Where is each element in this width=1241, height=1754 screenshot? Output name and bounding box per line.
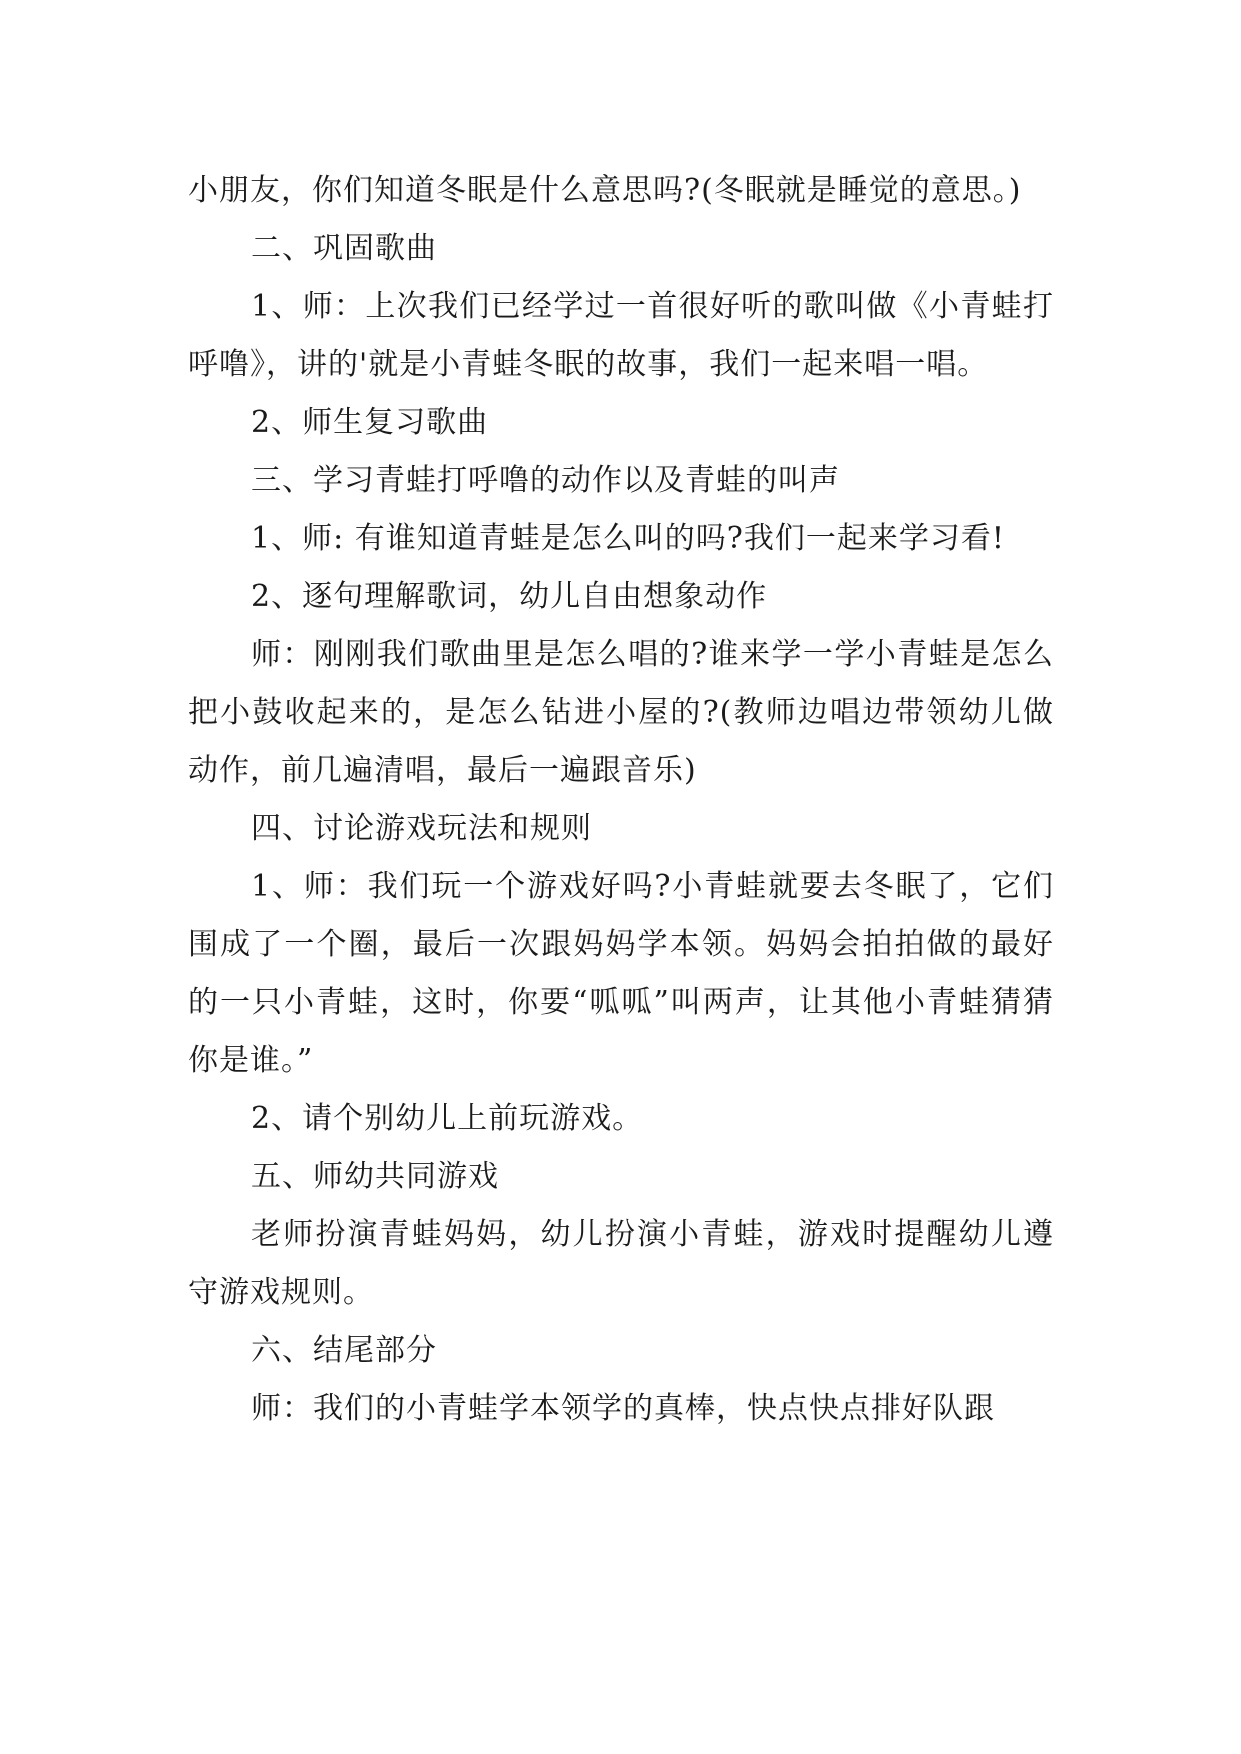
heading-section-3: 三、学习青蛙打呼噜的动作以及青蛙的叫声 [251, 463, 840, 498]
paragraph-intro-question: 小朋友，你们知道冬眠是什么意思吗?(冬眠就是睡觉的意思。) [188, 173, 1022, 208]
paragraph-section-2-step-2: 2、师生复习歌曲 [251, 405, 489, 440]
document-page [188, 162, 1054, 1438]
paragraph-section-4-step-1: 1、师：我们玩一个游戏好吗?小青蛙就要去冬眠了，它们围成了一个圈，最后一次跟妈妈学本领。妈妈会拍拍做的最好的一只小青蛙，这时，你要“呱呱”叫两声，让其他小青蛙猜猜你是谁。” [188, 869, 1054, 1078]
heading-section-4: 四、讨论游戏玩法和规则 [251, 811, 592, 846]
heading-section-5: 五、师幼共同游戏 [251, 1159, 499, 1194]
paragraph-section-3-teacher: 师：刚刚我们歌曲里是怎么唱的?谁来学一学小青蛙是怎么把小鼓收起来的，是怎么钻进小屋的?(教师边唱边带领幼儿做动作，前几遍清唱，最后一遍跟音乐) [188, 637, 1054, 788]
paragraph-section-6: 师：我们的小青蛙学本领学的真棒，快点快点排好队跟 [251, 1391, 995, 1426]
paragraph-section-2-step-1: 1、师：上次我们已经学过一首很好听的歌叫做《小青蛙打呼噜》，讲的'就是小青蛙冬眠的故事，我们一起来唱一唱。 [188, 289, 1054, 382]
paragraph-section-3-step-1: 1、师: 有谁知道青蛙是怎么叫的吗?我们一起来学习看! [251, 521, 1005, 556]
paragraph-section-3-step-2: 2、逐句理解歌词，幼儿自由想象动作 [251, 579, 768, 614]
heading-section-2: 二、巩固歌曲 [251, 231, 437, 266]
paragraph-section-5: 老师扮演青蛙妈妈，幼儿扮演小青蛙，游戏时提醒幼儿遵守游戏规则。 [188, 1217, 1054, 1310]
paragraph-section-4-step-2: 2、请个别幼儿上前玩游戏。 [251, 1101, 644, 1136]
heading-section-6: 六、结尾部分 [251, 1333, 437, 1368]
